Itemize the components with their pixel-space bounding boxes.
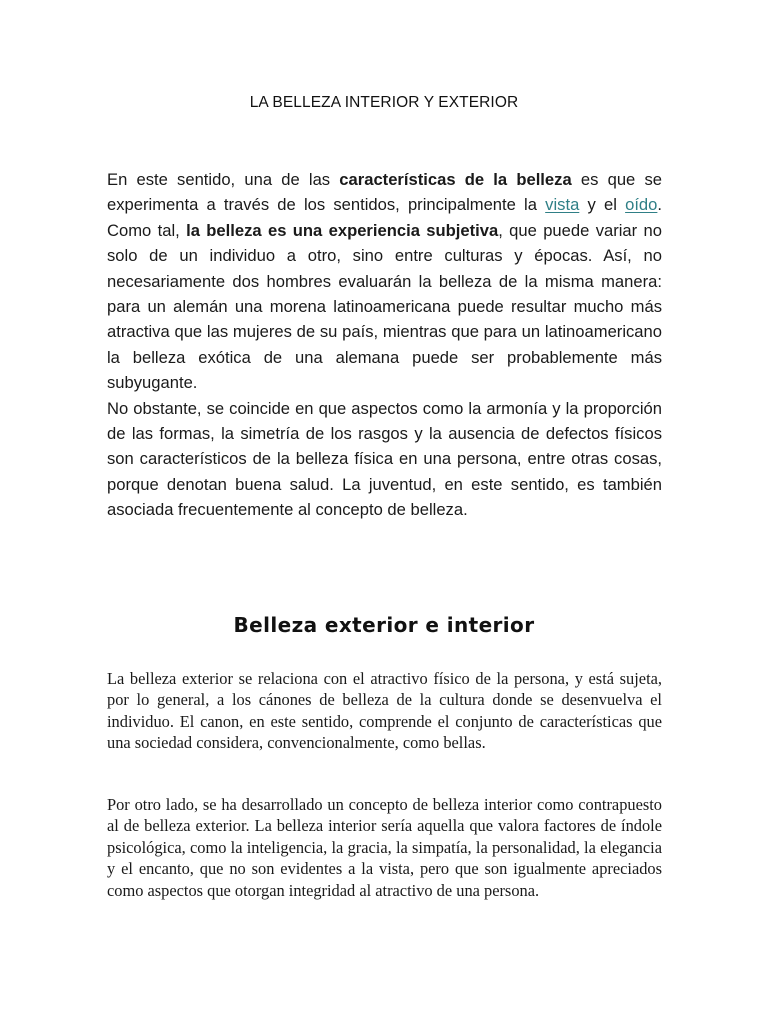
section-paragraph-1-text: La belleza exterior se relaciona con el atractivo físico de la persona, y está sujeta, por lo general, a los cánones de belleza de la cultura donde se desenvuelva el individuo. El canon, en este sentido, comprende el conjunto de características que una sociedad considera, convencionalmente, como bellas. [107, 669, 662, 753]
bold-phrase-caracteristicas: características de la belleza [339, 170, 572, 189]
section-heading: Belleza exterior e interior [233, 613, 535, 637]
bold-phrase-experiencia-subjetiva: la belleza es una experiencia subjetiva [186, 220, 499, 240]
text-run: y el [579, 195, 626, 215]
intro-paragraph-1 [107, 167, 662, 396]
text-run: . Como tal, [107, 195, 663, 240]
intro-section [107, 167, 662, 523]
intro-paragraph-2: No obstante, se coincide en que aspectos como la armonía y la proporción de las formas, la simetría de los rasgos y la ausencia de defectos físicos son característicos de la belleza física en una persona, entre otras cosas, porque denotan buena salud. La juventud, en este sentido, es también asociada frecuentemente al concepto de belleza. [107, 398, 662, 520]
text-run: En este sentido, una de las [107, 170, 340, 189]
section-paragraph-2-text: Por otro lado, se ha desarrollado un concepto de belleza interior como contrapuesto al de belleza exterior. La belleza interior sería aquella que valora factores de índole psicológica, como la inteligencia, la gracia, la simpatía, la personalidad, la elegancia y el encanto, que no son evidentes a la vista, pero que son igualmente apreciados como aspectos que otorgan integridad al atractivo de una persona. [107, 795, 662, 900]
page-title: LA BELLEZA INTERIOR Y EXTERIOR [249, 94, 519, 111]
section-paragraph-1 [107, 668, 662, 754]
text-run: , que puede variar no solo de un individuo a otro, sino entre culturas y épocas. Así, no necesariamente dos hombres evaluarán la belleza de la misma manera: para un alemán una morena latinoamericana puede resultar mucho más atractiva que las mujeres de su país, mientras que para un latinoamericano la belleza exótica de una alemana puede ser probablemente más subyugante. [107, 220, 662, 393]
section-paragraph-2 [107, 794, 662, 901]
link-oido[interactable]: oído [625, 195, 658, 215]
text-run: es que se experimenta a través de los sentidos, principalmente la [107, 170, 662, 215]
link-vista[interactable]: vista [545, 195, 580, 215]
